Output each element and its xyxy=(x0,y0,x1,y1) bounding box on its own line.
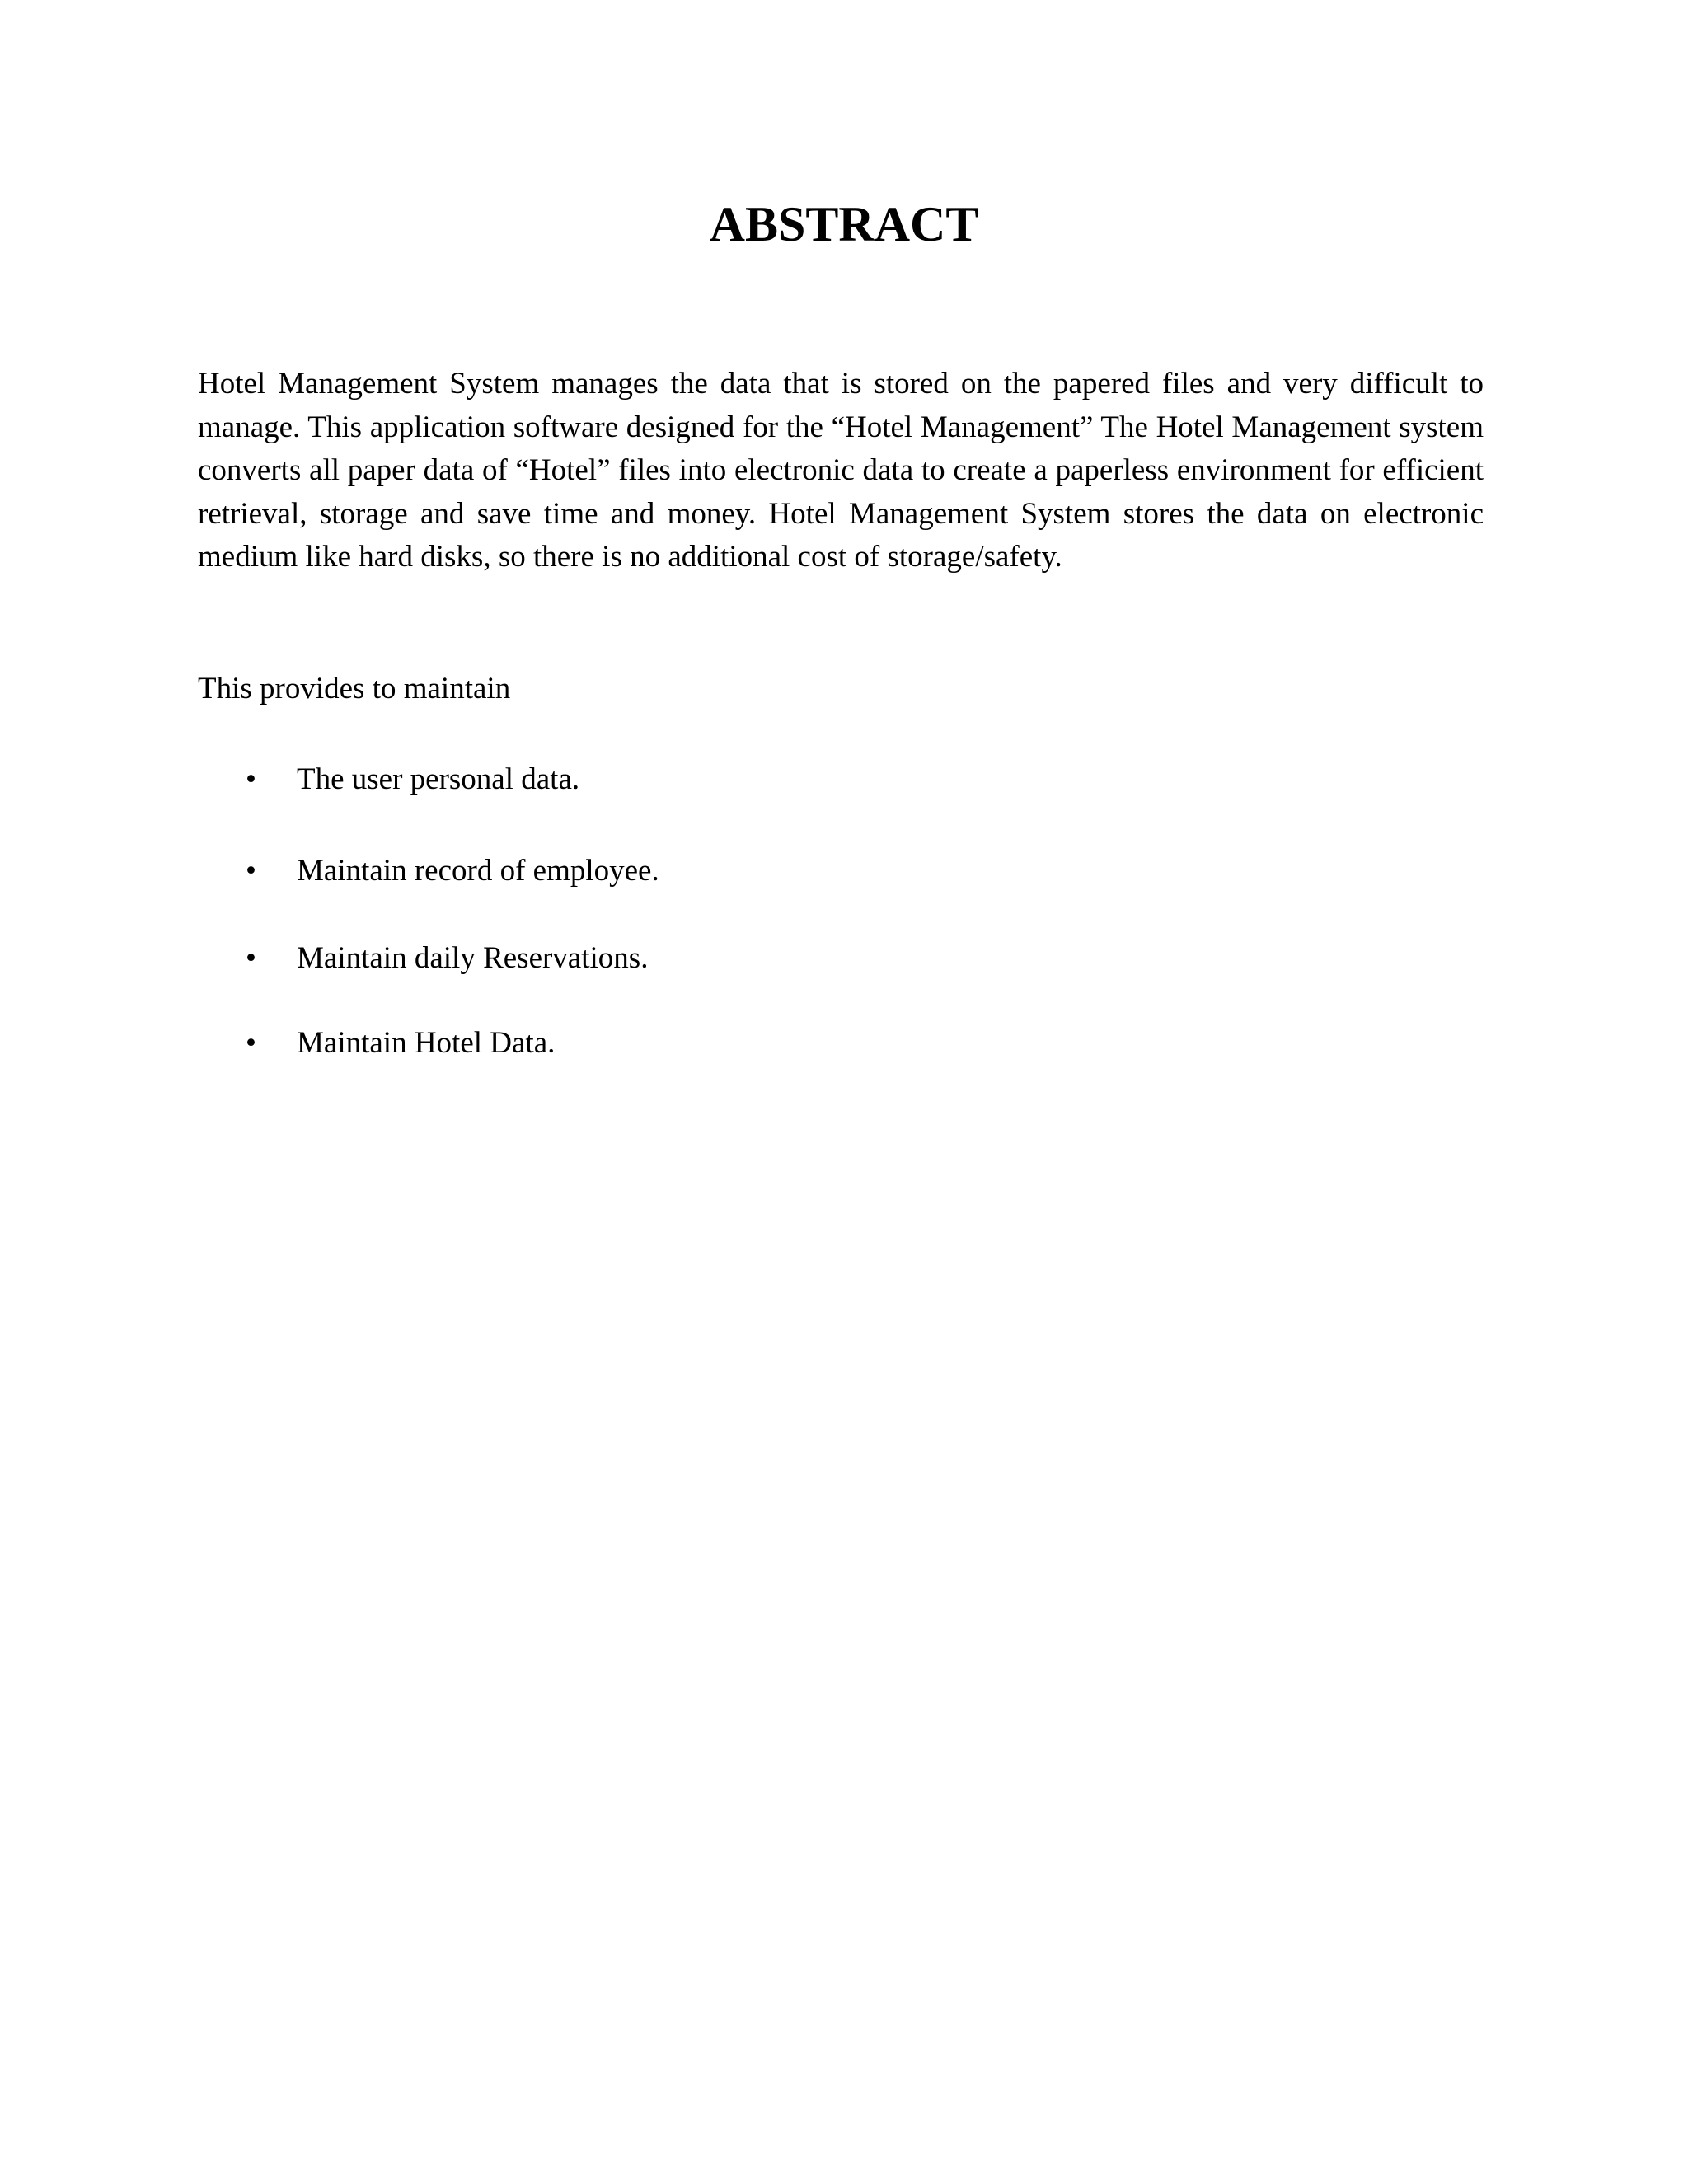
bullet-icon: • xyxy=(246,854,256,888)
bullet-icon: • xyxy=(246,1026,256,1060)
abstract-paragraph: Hotel Management System manages the data that is stored on the papered files and very difficult to manage. This application software designed for the “Hotel Management” The Hotel Management system converts all paper data of “Hotel” files into electronic data to create a paperless environment for efficient retrieval, storage and save time and money. Hotel Management System stores the data on electronic medium like hard disks, so there is no additional cost of storage/safety. xyxy=(198,367,1484,574)
list-item xyxy=(198,937,1484,980)
list-item-text: Maintain record of employee. xyxy=(297,854,659,888)
list-item-text: The user personal data. xyxy=(297,762,580,796)
bullet-icon: • xyxy=(246,941,256,975)
bullet-icon: • xyxy=(246,762,256,796)
list-item-text: Maintain daily Reservations. xyxy=(297,941,649,975)
list-item xyxy=(198,1022,1484,1065)
intro-line: This provides to maintain xyxy=(198,672,511,705)
list-item-text: Maintain Hotel Data. xyxy=(297,1026,556,1060)
list-item xyxy=(198,758,1484,801)
list-item xyxy=(198,850,1484,893)
page-title: ABSTRACT xyxy=(709,197,979,251)
